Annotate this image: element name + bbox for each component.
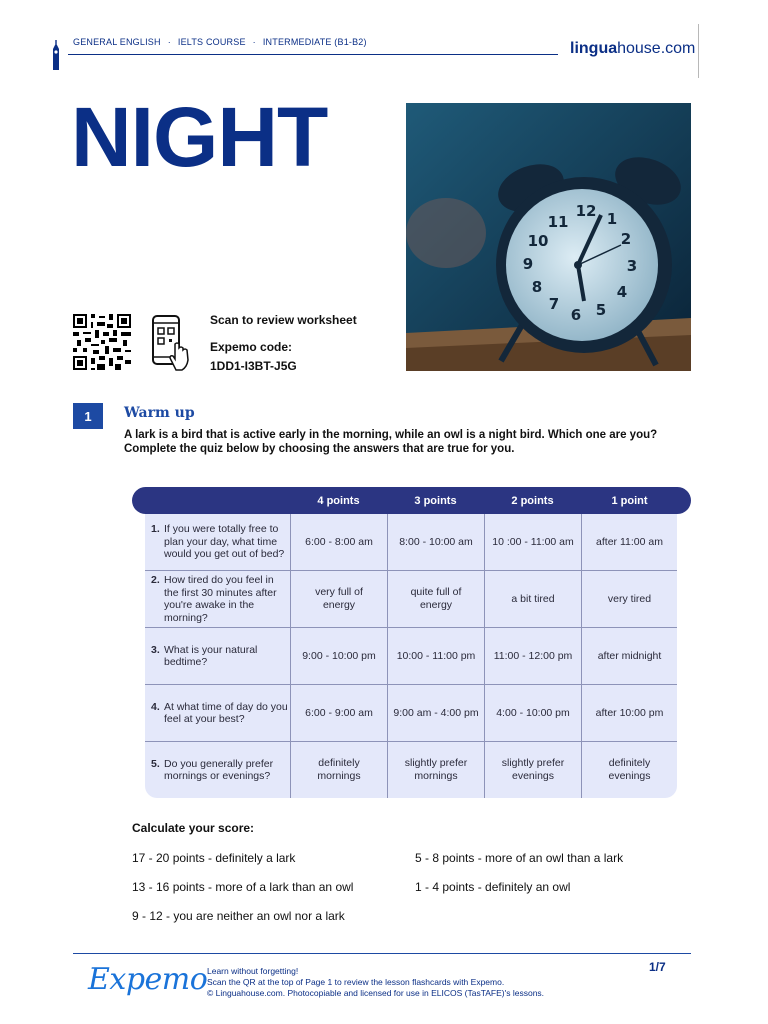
quiz-table (132, 487, 691, 782)
clock-number: 5 (595, 301, 607, 319)
quiz-answer[interactable]: definitely evenings (581, 742, 677, 798)
quiz-header-cell: 3 points (414, 494, 457, 507)
quiz-answer[interactable]: 8:00 - 10:00 am (387, 514, 484, 570)
clock-number: 11 (547, 213, 569, 231)
quiz-answer[interactable]: after 10:00 pm (581, 685, 677, 741)
quiz-question: 4. At what time of day do you feel at your best? (151, 700, 288, 725)
quiz-answer[interactable]: very tired (581, 571, 677, 627)
big-ben-icon (51, 40, 61, 70)
section-instructions: A lark is a bird that is active early in the morning, while an owl is a night bird. Which one are you? Complete the quiz below by choosing the answers that are true for you. (124, 429, 658, 455)
clock-number: 2 (620, 230, 632, 248)
score-item: 13 - 16 points - more of a lark than an owl (132, 880, 354, 894)
score-title: Calculate your score: (132, 821, 255, 835)
breadcrumb-item[interactable]: INTERMEDIATE (B1-B2) (262, 37, 367, 47)
quiz-body (145, 514, 677, 798)
page-number: 1/7 (649, 960, 666, 974)
footer-line: Learn without forgetting! (207, 966, 299, 976)
quiz-question: 3. What is your natural bedtime? (151, 643, 258, 668)
footer-line: Scan the QR at the top of Page 1 to review the lesson flashcards with Expemo. (207, 977, 505, 987)
quiz-answer[interactable]: quite full of energy (387, 571, 484, 627)
header-side-bar (698, 24, 699, 78)
quiz-answer[interactable]: 10:00 - 11:00 pm (387, 628, 484, 684)
clock-number: 4 (616, 283, 628, 301)
section-number-badge: 1 (73, 403, 103, 429)
score-item: 5 - 8 points - more of an owl than a lark (415, 851, 624, 865)
table-row (145, 571, 677, 628)
breadcrumb-item[interactable]: IELTS COURSE (177, 37, 246, 47)
quiz-answer[interactable]: 9:00 am - 4:00 pm (387, 685, 484, 741)
footer-line: © Linguahouse.com. Photocopiable and licensed for use in ELICOS (TasTAFE)'s lessons. (207, 988, 545, 998)
clock-number: 12 (575, 202, 597, 220)
score-item: 9 - 12 - you are neither an owl nor a lark (132, 909, 345, 923)
quiz-answer[interactable]: after 11:00 am (581, 514, 677, 570)
quiz-answer[interactable]: 6:00 - 8:00 am (290, 514, 387, 570)
table-row (145, 628, 677, 685)
breadcrumb-item[interactable]: GENERAL ENGLISH (73, 37, 161, 47)
breadcrumb: GENERAL ENGLISH · IELTS COURSE · INTERMEDIATE (B1-B2) (73, 37, 367, 47)
quiz-answer[interactable]: 10 :00 - 11:00 am (484, 514, 581, 570)
score-item: 17 - 20 points - definitely a lark (132, 851, 296, 865)
quiz-question: 1. If you were totally free to plan your day, what time would you get out of bed? (151, 523, 285, 561)
qr-code-icon[interactable] (73, 314, 131, 370)
quiz-question: 2. How tired do you feel in the first 30 minutes after you're awake in the morning? (151, 574, 277, 624)
header-divider (68, 54, 558, 55)
table-row (145, 685, 677, 742)
expemo-logo[interactable]: Expemo (88, 962, 208, 997)
table-row (145, 514, 677, 571)
quiz-answer[interactable]: slightly prefer mornings (387, 742, 484, 798)
quiz-answer[interactable]: slightly prefer evenings (484, 742, 581, 798)
quiz-header-row (132, 487, 691, 514)
quiz-answer[interactable]: 9:00 - 10:00 pm (290, 628, 387, 684)
quiz-header-cell: 4 points (317, 494, 360, 507)
clock-number: 3 (626, 257, 638, 275)
quiz-answer[interactable]: a bit tired (484, 571, 581, 627)
footer-text (207, 966, 544, 999)
quiz-answer[interactable]: 6:00 - 9:00 am (290, 685, 387, 741)
clock-number: 9 (522, 255, 534, 273)
clock-number: 6 (570, 306, 582, 324)
clock-number: 10 (527, 232, 549, 250)
table-row (145, 742, 677, 798)
score-item: 1 - 4 points - definitely an owl (415, 880, 571, 894)
linguahouse-logo[interactable]: linguahouse.com (570, 40, 696, 57)
quiz-header-cell: 1 point (611, 494, 648, 507)
clock-number: 8 (531, 278, 543, 296)
page-title: NIGHT (71, 90, 328, 184)
clock-number: 7 (548, 295, 560, 313)
footer-divider (73, 953, 691, 954)
quiz-question: 5. Do you generally prefer mornings or evenings? (151, 757, 274, 782)
quiz-answer[interactable]: very full of energy (290, 571, 387, 627)
quiz-answer[interactable]: definitely mornings (290, 742, 387, 798)
quiz-answer[interactable]: after midnight (581, 628, 677, 684)
expemo-code-label: Expemo code: (210, 340, 293, 354)
quiz-header-cell: 2 points (511, 494, 554, 507)
scan-instruction: Scan to review worksheet (210, 313, 357, 327)
alarm-clock-photo (406, 103, 691, 371)
quiz-answer[interactable]: 11:00 - 12:00 pm (484, 628, 581, 684)
phone-scan-icon (151, 314, 191, 372)
quiz-answer[interactable]: 4:00 - 10:00 pm (484, 685, 581, 741)
clock-number: 1 (606, 210, 618, 228)
expemo-code-value: 1DD1-I3BT-J5G (210, 359, 297, 373)
section-title: Warm up (124, 405, 195, 421)
